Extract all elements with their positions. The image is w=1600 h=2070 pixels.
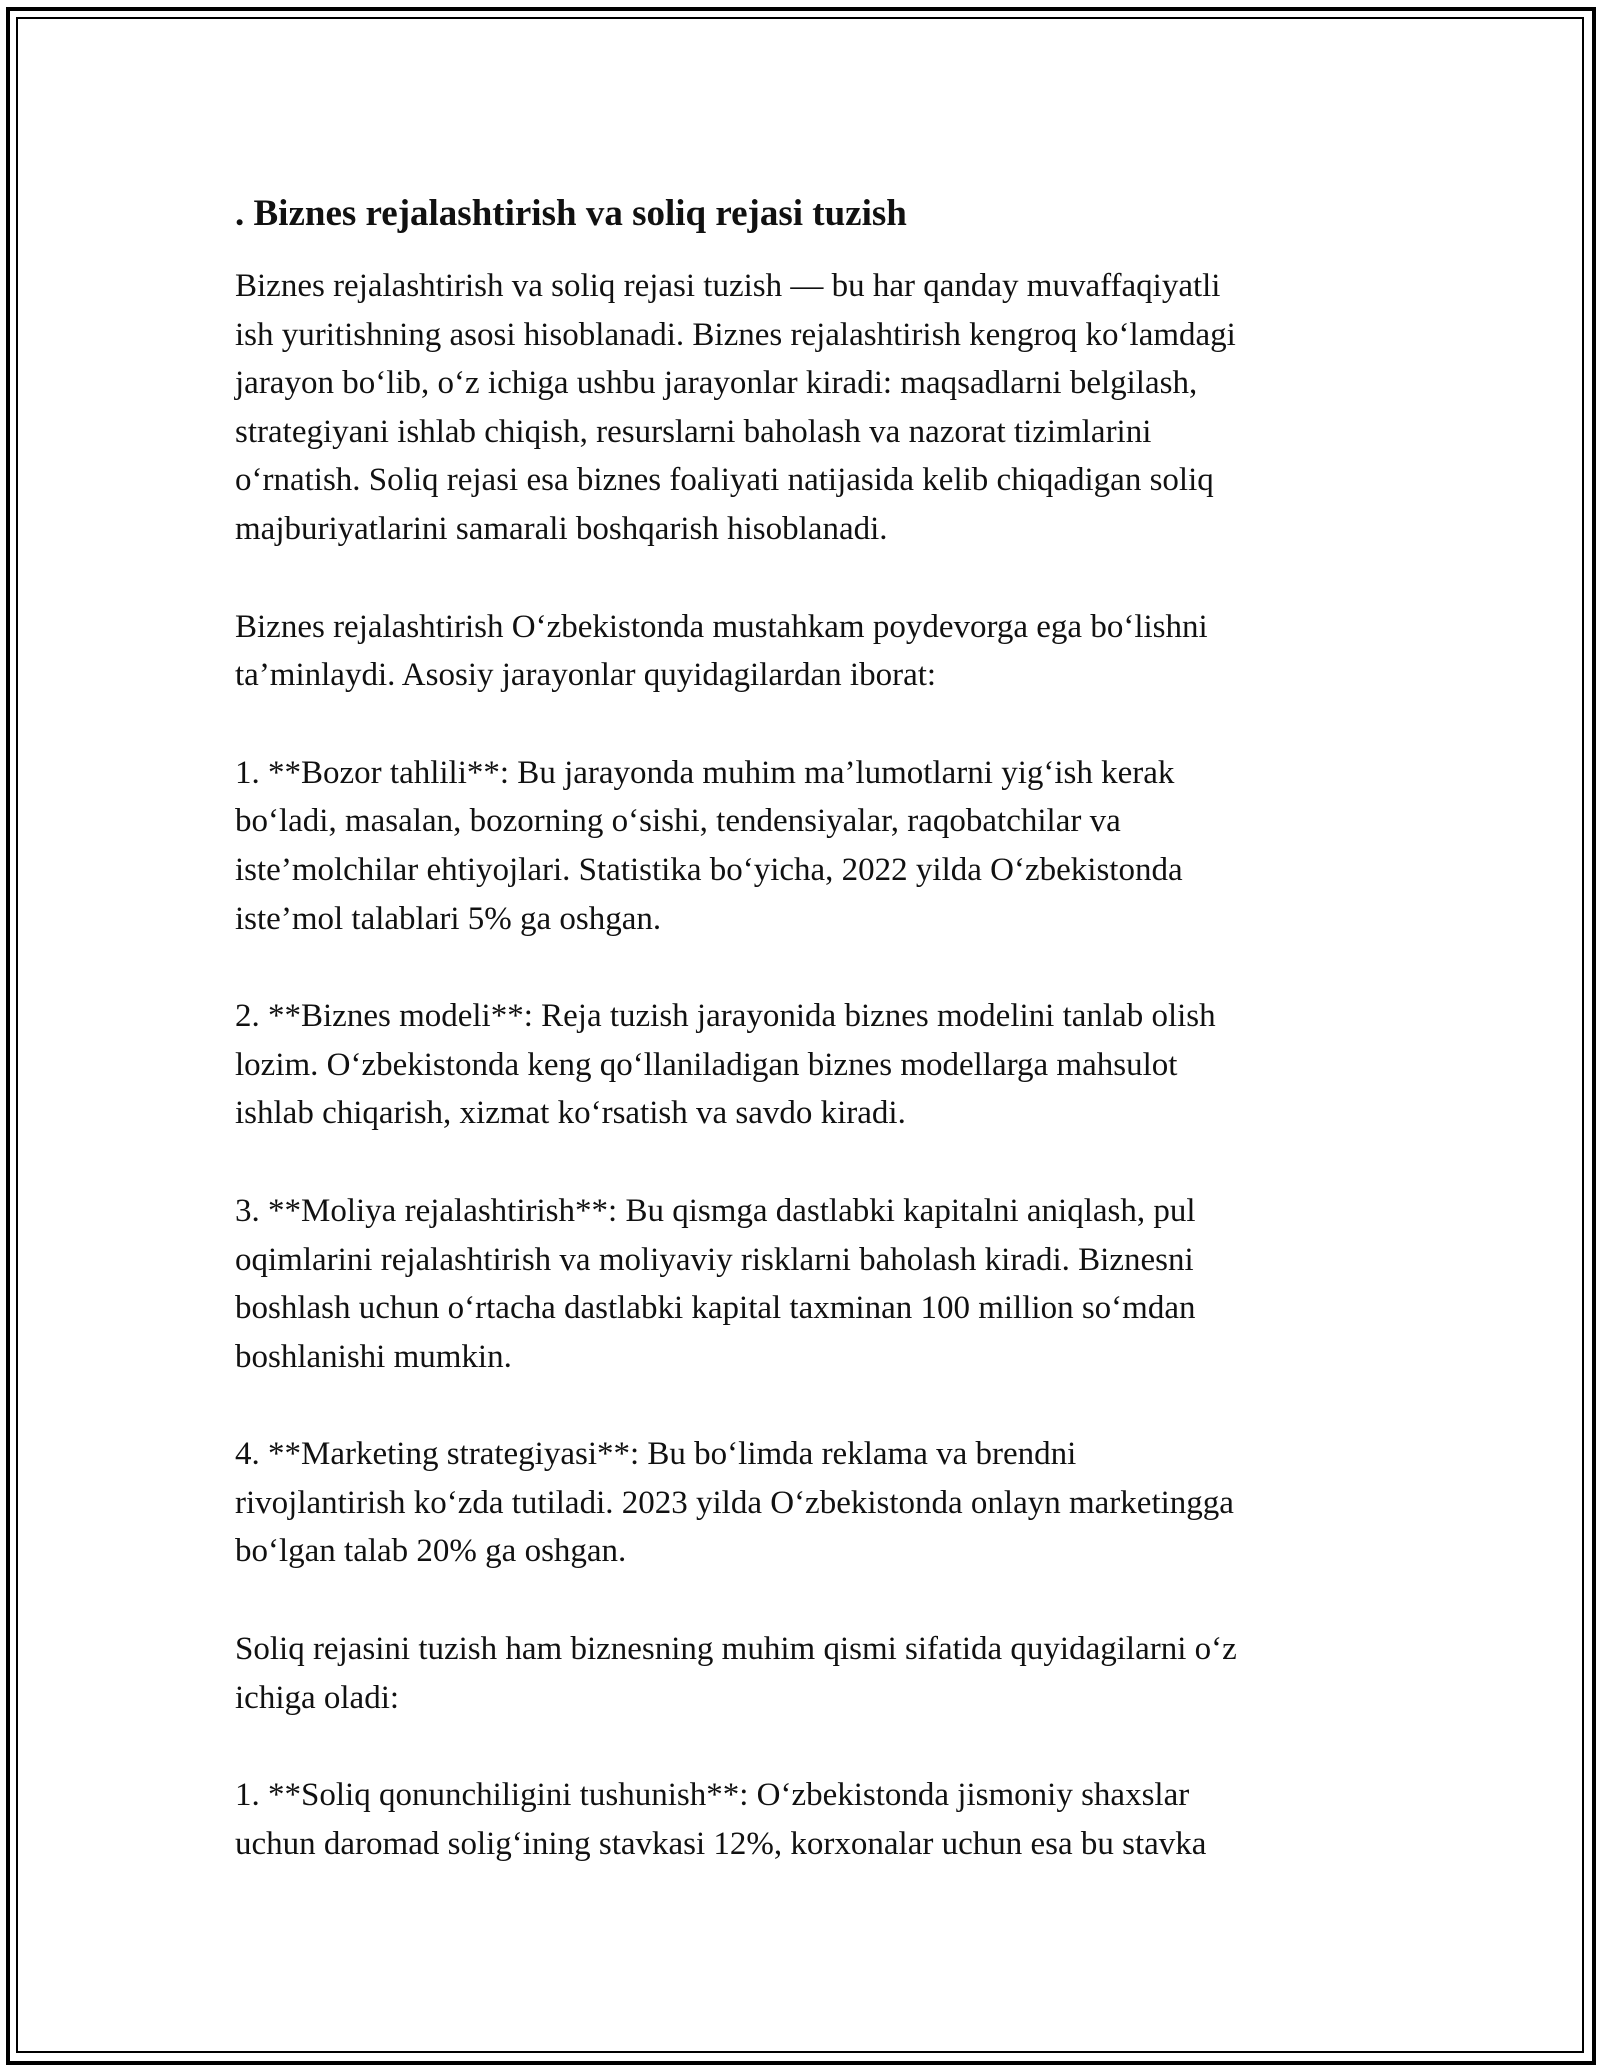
text-line: ichiga oladi:	[235, 1679, 400, 1716]
text-line: boshlanishi mumkin.	[235, 1338, 512, 1375]
text-line: strategiyani ishlab chiqish, resurslarni baholash va nazorat tizimlarini	[235, 413, 1152, 450]
list-item-business-model	[235, 992, 1360, 1138]
list-item-tax-legislation	[235, 1771, 1360, 1868]
text-line: uchun daromad soligʻining stavkasi 12%, korxonalar uchun esa bu stavka	[235, 1825, 1207, 1862]
text-line: 1. **Bozor tahlili**: Bu jarayonda muhim ma’lumotlarni yigʻish kerak	[235, 754, 1175, 791]
text-line: ta’minlaydi. Asosiy jarayonlar quyidagilardan iborat:	[235, 657, 937, 694]
text-line: rivojlantirish koʻzda tutiladi. 2023 yilda Oʻzbekistonda onlayn marketingga	[235, 1484, 1234, 1521]
text-line: 2. **Biznes modeli**: Reja tuzish jarayonida biznes modelini tanlab olish	[235, 998, 1216, 1035]
paragraph-tax-plan-intro	[235, 1625, 1360, 1722]
text-line: Soliq rejasini tuzish ham biznesning muhim qismi sifatida quyidagilarni oʻz	[235, 1631, 1237, 1668]
list-item-marketing-strategy	[235, 1430, 1360, 1576]
text-line: majburiyatlarini samarali boshqarish hisoblanadi.	[235, 510, 888, 547]
text-line: ish yuritishning asosi hisoblanadi. Biznes rejalashtirish kengroq koʻlamdagi	[235, 316, 1236, 353]
text-line: iste’mol talablari 5% ga oshgan.	[235, 900, 662, 937]
paragraph-intro	[235, 262, 1360, 554]
text-line: Biznes rejalashtirish Oʻzbekistonda mustahkam poydevorga ega boʻlishni	[235, 608, 1208, 645]
text-line: Biznes rejalashtirish va soliq rejasi tuzish — bu har qanday muvaffaqiyatli	[235, 268, 1221, 304]
text-line: boshlash uchun oʻrtacha dastlabki kapital taxminan 100 million soʻmdan	[235, 1290, 1196, 1327]
text-line: boʻlgan talab 20% ga oshgan.	[235, 1533, 627, 1570]
text-line: boʻladi, masalan, bozorning oʻsishi, tendensiyalar, raqobatchilar va	[235, 803, 1121, 840]
text-line: oʻrnatish. Soliq rejasi esa biznes foaliyati natijasida kelib chiqadigan soliq	[235, 462, 1214, 499]
list-item-financial-planning	[235, 1187, 1360, 1381]
text-line: ishlab chiqarish, xizmat koʻrsatish va savdo kiradi.	[235, 1095, 906, 1132]
text-line: 3. **Moliya rejalashtirish**: Bu qismga dastlabki kapitalni aniqlash, pul	[235, 1192, 1196, 1229]
text-line: iste’molchilar ehtiyojlari. Statistika boʻyicha, 2022 yilda Oʻzbekistonda	[235, 851, 1183, 888]
document-title: . Biznes rejalashtirish va soliq rejasi tuzish	[235, 193, 907, 234]
text-line: jarayon boʻlib, oʻz ichiga ushbu jarayonlar kiradi: maqsadlarni belgilash,	[235, 365, 1198, 402]
text-line: oqimlarini rejalashtirish va moliyaviy risklarni baholash kiradi. Biznesni	[235, 1241, 1194, 1278]
document-body	[235, 186, 1360, 1917]
text-line: 4. **Marketing strategiyasi**: Bu boʻlimda reklama va brendni	[235, 1436, 1077, 1473]
list-item-market-analysis	[235, 749, 1360, 943]
text-line: lozim. Oʻzbekistonda keng qoʻllaniladigan biznes modellarga mahsulot	[235, 1046, 1178, 1083]
paragraph-business-planning	[235, 603, 1360, 700]
text-line: 1. **Soliq qonunchiligini tushunish**: Oʻzbekistonda jismoniy shaxslar	[235, 1777, 1190, 1814]
